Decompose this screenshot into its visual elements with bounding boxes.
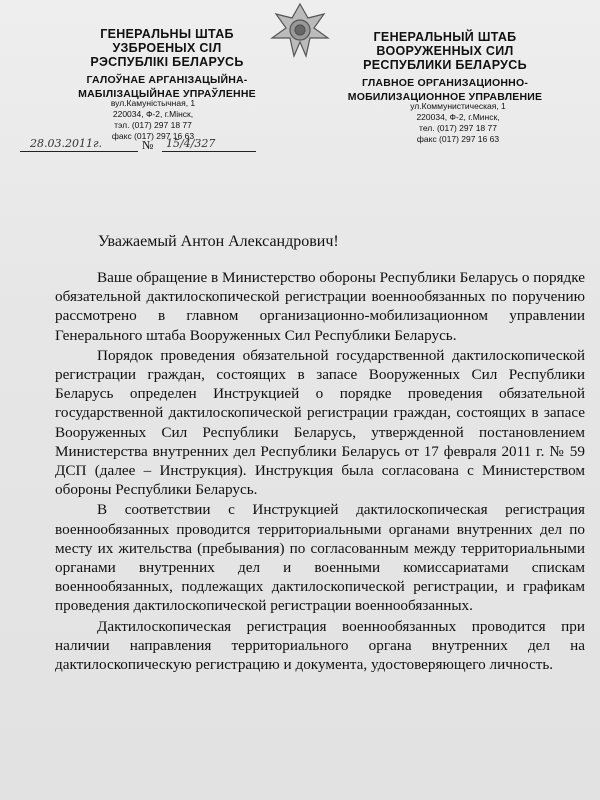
letterhead-right-line1: ГЕНЕРАЛЬНЫЙ ШТАБ <box>373 30 517 44</box>
number-underline <box>162 151 256 152</box>
paragraph-2: Порядок проведения обязательной государственной дактилоскопической регистрации граждан, состоящих в запасе Вооруженных Сил Республики Беларусь определен Инструкцией о порядке проведения обязательной государственной дактилоскопической регистрации граждан, состоящих в запасе Вооруженных Сил Республики Беларусь, утвержденной постановлением Министерства внутренних дел Республики Беларусь от 17 февраля 2011 г. № 59 ДСП (далее – Инструкция). Инструкция была согласована с Министерством обороны Республики Беларусь. <box>55 346 585 499</box>
letterhead-left-line5: МАБІЛІЗАЦЫЙНАЕ УПРАЎЛЕННЕ <box>78 88 256 100</box>
number-sign: № <box>142 138 154 152</box>
address-left <box>88 98 218 142</box>
address-right <box>388 101 528 145</box>
letterhead-right-line5: МОБИЛИЗАЦИОННОЕ УПРАВЛЕНИЕ <box>347 91 543 103</box>
address-left-fax: факс (017) 297 16 63 <box>111 131 195 141</box>
paragraph-4: Дактилоскопическая регистрация военнообязанных проводится при наличии направления территориального органа внутренних дел на дактилоскопическую регистрацию и документа, удостоверяющего личность. <box>55 617 585 674</box>
outgoing-reference <box>20 137 280 157</box>
letterhead-right-line4: ГЛАВНОЕ ОРГАНИЗАЦИОННО- <box>361 77 529 89</box>
letterhead-right-line2: ВООРУЖЕННЫХ СИЛ <box>376 44 514 58</box>
paragraph-1: Ваше обращение в Министерство обороны Республики Беларусь о порядке обязательной дактилоскопической регистрации военнообязанных по поручению рассмотрено в главном организационно-мобилизационном управлении Генерального штаба Вооруженных Сил Республики Беларусь. <box>55 269 586 344</box>
letterhead-right-line3: РЕСПУБЛИКИ БЕЛАРУСЬ <box>363 58 527 72</box>
address-left-phone: тэл. (017) 297 18 77 <box>114 120 192 130</box>
address-left-city: 220034, Ф-2, г.Мінск, <box>112 109 194 119</box>
address-right-fax: факс (017) 297 16 63 <box>416 134 500 144</box>
outgoing-number: 15/4/327 <box>166 137 216 150</box>
address-left-street: вул.Камуністычная, 1 <box>110 98 196 108</box>
emblem-icon <box>262 0 338 62</box>
letterhead-left-line4: ГАЛОЎНАЕ АРГАНІЗАЦЫЙНА- <box>86 74 248 86</box>
date-underline <box>20 151 138 152</box>
address-right-street: ул.Коммунистическая, 1 <box>410 101 506 111</box>
letterhead-left-line2: УЗБРОЕНЫХ СІЛ <box>112 41 222 55</box>
letterhead-left-line3: РЭСПУБЛІКІ БЕЛАРУСЬ <box>90 55 244 69</box>
outgoing-date: 28.03.2011г. <box>30 137 103 150</box>
letterhead-left <box>62 27 272 101</box>
letterhead-right <box>330 30 560 104</box>
address-right-phone: тел. (017) 297 18 77 <box>419 123 497 133</box>
letter-body <box>55 268 585 674</box>
salutation: Уважаемый Антон Александрович! <box>98 233 339 250</box>
letterhead-left-line1: ГЕНЕРАЛЬНЫ ШТАБ <box>100 27 234 41</box>
address-right-city: 220034, Ф-2, г.Минск, <box>416 112 500 122</box>
paragraph-3: В соответствии с Инструкцией дактилоскопическая регистрация военнообязанных проводится территориальными органами внутренних дел по месту их жительства (пребывания) по согласованным между территориальными органами внутренних дел и военными комиссариатами спискам военнообязанных, подлежащих дактилоскопической регистрации, и графикам проведения дактилоскопической регистрации военнообязанных. <box>55 501 585 615</box>
